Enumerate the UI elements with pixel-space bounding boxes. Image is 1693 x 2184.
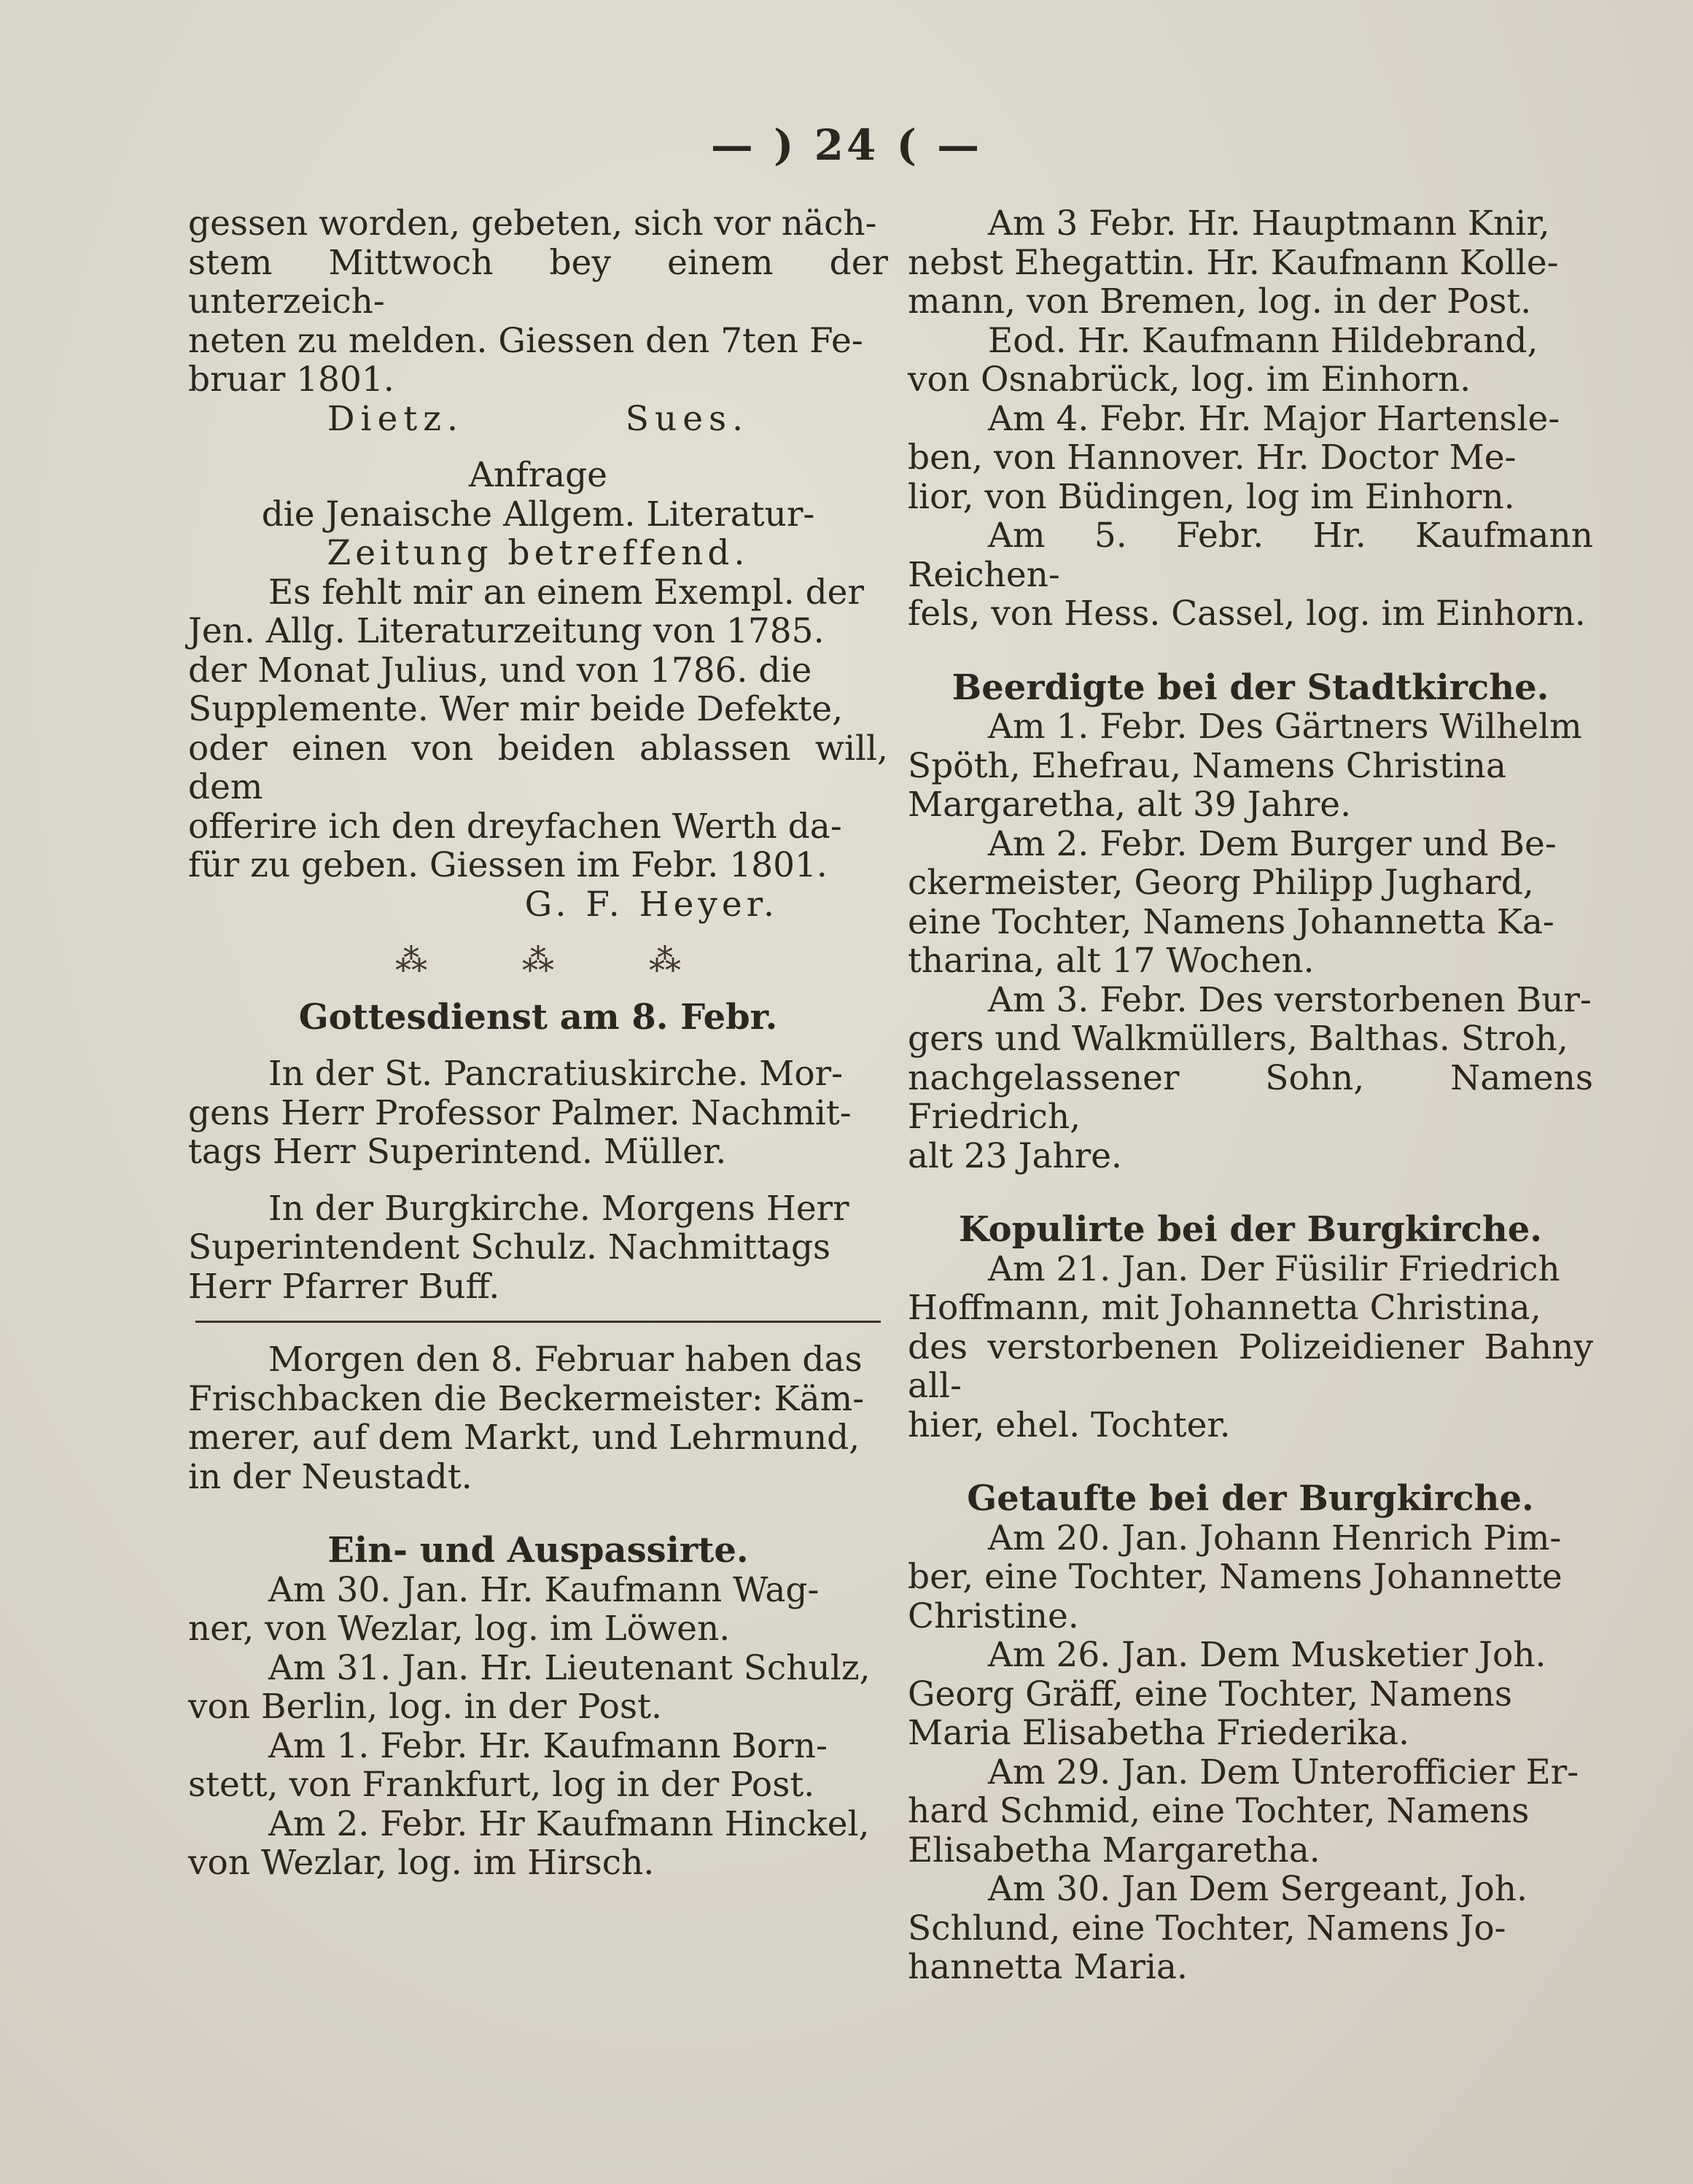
text-line: nachgelassener Sohn, Namens Friedrich, xyxy=(908,1057,1593,1137)
text-line: eine Tochter, Namens Johannetta Ka- xyxy=(908,901,1554,942)
anfrage-subtitle: die Jenaische Allgem. Literatur- xyxy=(261,494,815,535)
text-line: Hoffmann, mit Johannetta Christina, xyxy=(908,1288,1541,1328)
text-line: bruar 1801. xyxy=(188,360,394,400)
beerdigte-entry xyxy=(908,825,1593,981)
signatures xyxy=(188,400,888,439)
text-line: Am 3 Febr. Hr. Hauptmann Knir, xyxy=(988,203,1550,244)
gottesdienst-burgkirche xyxy=(188,1189,888,1307)
text-line: lior, von Büdingen, log im Einhorn. xyxy=(908,476,1515,517)
text-line: Frischbacken die Beckermeister: Käm- xyxy=(188,1378,865,1419)
text-line: tags Herr Superintend. Müller. xyxy=(188,1132,727,1172)
getaufte-entry xyxy=(908,1753,1593,1870)
arrival-entry xyxy=(908,516,1593,634)
text-line: von Osnabrück, log. im Einhorn. xyxy=(908,360,1471,400)
beerdigte-entry xyxy=(908,981,1593,1176)
right-column xyxy=(908,204,1593,1987)
text-line: der Monat Julius, und von 1786. die xyxy=(188,650,812,691)
text-line: Am 20. Jan. Johann Henrich Pim- xyxy=(988,1517,1562,1558)
beerdigte-entry xyxy=(908,707,1593,825)
text-line: Am 2. Febr. Hr Kaufmann Hinckel, xyxy=(268,1803,870,1844)
text-line: Margaretha, alt 39 Jahre. xyxy=(908,785,1352,825)
arrival-entry xyxy=(908,204,1593,322)
signature-sues: Sues. xyxy=(625,398,750,439)
text-line: Am 21. Jan. Der Füsilir Friedrich xyxy=(988,1248,1560,1289)
text-line: Am 3. Febr. Des verstorbenen Bur- xyxy=(988,979,1592,1020)
anfrage-body xyxy=(188,573,888,885)
text-line: In der St. Pancratiuskirche. Mor- xyxy=(268,1054,844,1094)
text-line: Spöth, Ehefrau, Namens Christina xyxy=(908,745,1506,786)
text-line: in der Neustadt. xyxy=(188,1456,472,1497)
text-line: ben, von Hannover. Hr. Doctor Me- xyxy=(908,438,1517,478)
beerdigte-title: Beerdigte bei der Stadtkirche. xyxy=(951,667,1549,708)
text-line: offerire ich den dreyfachen Werth da- xyxy=(188,806,842,847)
text-line: Am 26. Jan. Dem Musketier Joh. xyxy=(988,1635,1546,1675)
arrival-entry xyxy=(908,322,1593,400)
passirte-entry xyxy=(188,1571,888,1649)
getaufte-entry xyxy=(908,1870,1593,1987)
text-line: Georg Gräff, eine Tochter, Namens xyxy=(908,1674,1513,1714)
arrival-entry xyxy=(908,400,1593,517)
text-line: gens Herr Professor Palmer. Nachmit- xyxy=(188,1092,852,1133)
left-column xyxy=(188,204,888,1883)
text-line: ner, von Wezlar, log. im Löwen. xyxy=(188,1609,731,1649)
intro-notice xyxy=(188,204,888,400)
text-line: Schlund, eine Tochter, Namens Jo- xyxy=(908,1908,1506,1948)
text-line: Morgen den 8. Februar haben das xyxy=(268,1340,863,1380)
kopulirte-entry xyxy=(908,1250,1593,1445)
text-line: oder einen von beiden ablassen will, dem xyxy=(188,728,888,807)
text-line: Supplemente. Wer mir beide Defekte, xyxy=(188,689,844,729)
text-line: merer, auf dem Markt, und Lehrmund, xyxy=(188,1418,860,1458)
gottesdienst-pancratius xyxy=(188,1054,888,1172)
text-line: Am 1. Febr. Des Gärtners Wilhelm xyxy=(988,707,1582,747)
page-header: — ) 24 ( — xyxy=(710,120,983,170)
text-line: tharina, alt 17 Wochen. xyxy=(908,941,1315,981)
kopulirte-title: Kopulirte bei der Burgkirche. xyxy=(959,1209,1542,1250)
asterism-icon: ⁂ xyxy=(649,942,681,979)
anfrage-signature: G. F. Heyer. xyxy=(524,884,779,925)
gottesdienst-title: Gottesdienst am 8. Febr. xyxy=(298,996,778,1038)
text-line: fels, von Hess. Cassel, log. im Einhorn. xyxy=(908,594,1586,634)
text-line: nebst Ehegattin. Hr. Kaufmann Kolle- xyxy=(908,242,1559,283)
text-line: Am 31. Jan. Hr. Lieutenant Schulz, xyxy=(268,1647,871,1688)
text-line: neten zu melden. Giessen den 7ten Fe- xyxy=(188,320,863,361)
text-line: Am 1. Febr. Hr. Kaufmann Born- xyxy=(268,1725,828,1766)
passirte-entry xyxy=(188,1727,888,1805)
text-line: ber, eine Tochter, Namens Johannette xyxy=(908,1557,1562,1597)
text-line: von Berlin, log. in der Post. xyxy=(188,1687,662,1727)
getaufte-entry xyxy=(908,1519,1593,1636)
text-line: gers und Walkmüllers, Balthas. Stroh, xyxy=(908,1019,1568,1059)
text-line: Am 30. Jan. Hr. Kaufmann Wag- xyxy=(268,1569,820,1610)
ornament-divider xyxy=(188,941,888,981)
frischbacken-notice xyxy=(188,1340,888,1496)
text-line: hannetta Maria. xyxy=(908,1947,1188,1987)
text-line: stem Mittwoch bey einem der unterzeich- xyxy=(188,242,888,322)
text-line: Am 29. Jan. Dem Unterofficier Er- xyxy=(988,1752,1579,1792)
passirte-title: Ein- und Auspassirte. xyxy=(327,1530,749,1571)
text-line: Herr Pfarrer Buff. xyxy=(188,1266,500,1307)
text-line: des verstorbenen Polizeidiener Bahny all- xyxy=(908,1326,1593,1406)
text-line: In der Burgkirche. Morgens Herr xyxy=(268,1188,849,1229)
signature-dietz: Dietz. xyxy=(327,398,464,439)
text-line: ckermeister, Georg Philipp Jughard, xyxy=(908,863,1534,903)
getaufte-title: Getaufte bei der Burgkirche. xyxy=(967,1478,1534,1519)
asterism-icon: ⁂ xyxy=(395,942,427,979)
text-line: Elisabetha Margaretha. xyxy=(908,1830,1320,1870)
text-line: alt 23 Jahre. xyxy=(908,1135,1122,1176)
text-line: Am 2. Febr. Dem Burger und Be- xyxy=(988,823,1557,864)
text-line: Am 30. Jan Dem Sergeant, Joh. xyxy=(988,1869,1527,1909)
section-divider xyxy=(195,1321,881,1323)
text-line: Am 4. Febr. Hr. Major Hartensle- xyxy=(988,398,1560,439)
text-line: Am 5. Febr. Hr. Kaufmann Reichen- xyxy=(908,516,1593,595)
text-line: für zu geben. Giessen im Febr. 1801. xyxy=(188,845,828,885)
anfrage-subtitle: Zeitung betreffend. xyxy=(327,533,750,573)
text-line: mann, von Bremen, log. in der Post. xyxy=(908,281,1532,322)
text-line: hier, ehel. Tochter. xyxy=(908,1404,1231,1445)
anfrage-title: Anfrage xyxy=(469,455,607,495)
text-line: Es fehlt mir an einem Exempl. der xyxy=(268,572,864,613)
text-line: Jen. Allg. Literaturzeitung von 1785. xyxy=(188,611,825,651)
text-line: Christine. xyxy=(908,1596,1079,1636)
passirte-entry xyxy=(188,1805,888,1883)
text-line: Eod. Hr. Kaufmann Hildebrand, xyxy=(988,320,1538,361)
text-line: von Wezlar, log. im Hirsch. xyxy=(188,1843,655,1883)
text-line: Maria Elisabetha Friederika. xyxy=(908,1713,1409,1753)
asterism-icon: ⁂ xyxy=(522,942,554,979)
text-line: hard Schmid, eine Tochter, Namens xyxy=(908,1791,1530,1831)
text-line: Superintendent Schulz. Nachmittags xyxy=(188,1227,831,1267)
getaufte-entry xyxy=(908,1636,1593,1753)
passirte-entry xyxy=(188,1649,888,1727)
text-line: stett, von Frankfurt, log in der Post. xyxy=(188,1765,815,1805)
text-line: gessen worden, gebeten, sich vor näch- xyxy=(188,203,877,244)
